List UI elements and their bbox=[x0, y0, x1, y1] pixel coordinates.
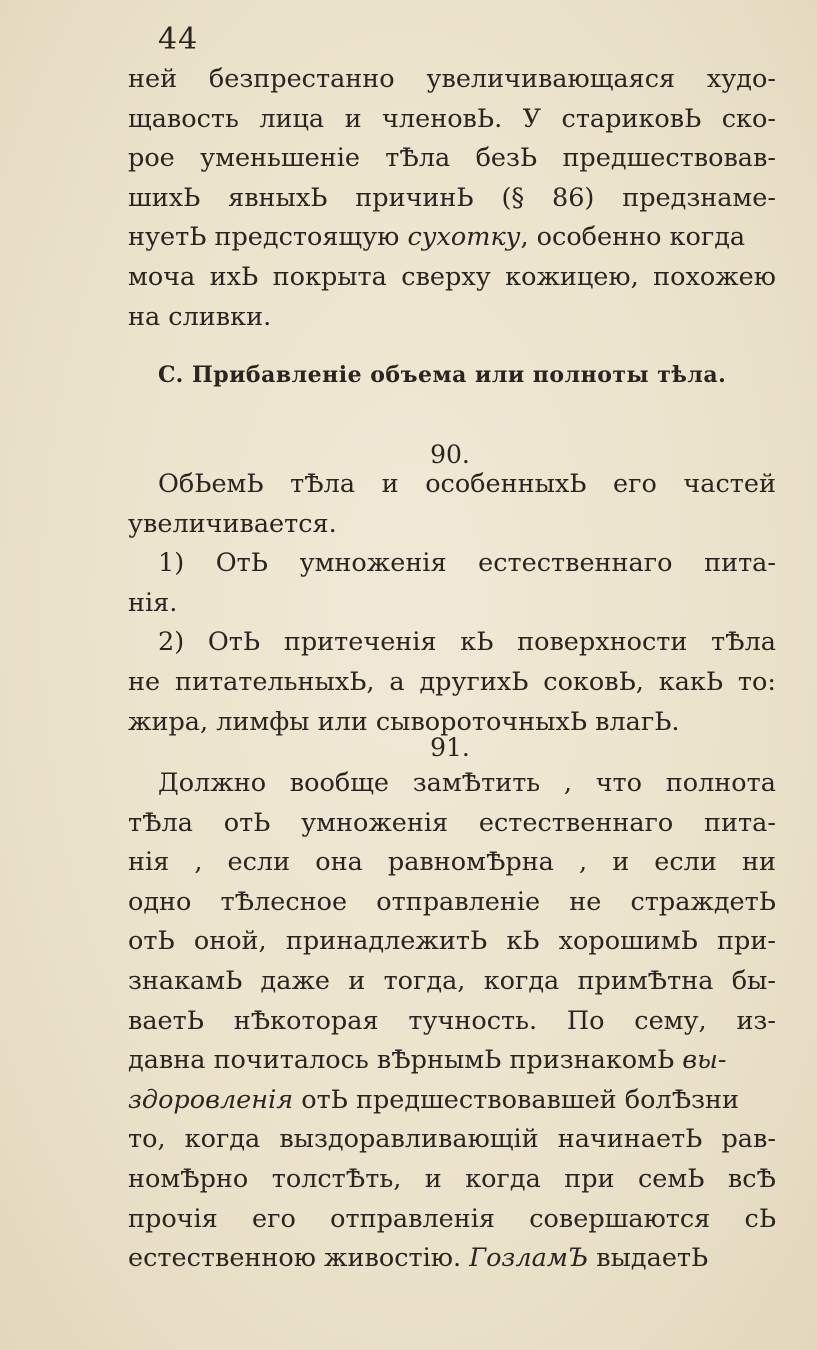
word: тогда, bbox=[383, 965, 466, 996]
word: что bbox=[595, 768, 643, 798]
word: и bbox=[344, 103, 362, 134]
text-fragment: давна почиталось вѢрнымЬ признакомЬ bbox=[128, 1045, 675, 1076]
word: одно bbox=[128, 886, 192, 917]
text-line bbox=[128, 60, 776, 100]
word: частей bbox=[683, 469, 776, 499]
word: шихЬ bbox=[128, 182, 201, 213]
word: уменьшеніе bbox=[200, 143, 360, 174]
word: явныхЬ bbox=[228, 182, 328, 213]
word: сверху bbox=[401, 261, 491, 292]
word: 1) bbox=[158, 548, 185, 579]
word: совершаются bbox=[529, 1203, 711, 1234]
word: замѢтить bbox=[412, 768, 541, 798]
word: не bbox=[128, 666, 161, 697]
term-italic: здоровленія bbox=[128, 1084, 294, 1115]
word: ОтЬ bbox=[215, 548, 268, 579]
paragraph-89-continuation bbox=[128, 60, 776, 337]
word: увеличивающаяся bbox=[426, 64, 676, 94]
word: Должно bbox=[158, 768, 267, 798]
word: толстѢть, bbox=[271, 1163, 402, 1194]
word: По bbox=[566, 1005, 605, 1036]
text-line bbox=[128, 1120, 776, 1160]
word: и bbox=[348, 965, 366, 996]
word: другихЬ bbox=[419, 666, 529, 697]
page-number: 44 bbox=[158, 22, 199, 57]
word: ОбЬемЬ bbox=[158, 469, 264, 499]
text-line bbox=[128, 179, 776, 219]
word: а bbox=[389, 666, 405, 697]
word: отЬ bbox=[128, 926, 175, 957]
word: даже bbox=[260, 965, 330, 996]
text-line bbox=[128, 139, 776, 179]
word: оной, bbox=[193, 926, 267, 957]
text-line bbox=[128, 883, 776, 923]
word: если bbox=[227, 847, 291, 878]
word: вообще bbox=[289, 768, 390, 798]
word: страждетЬ bbox=[630, 886, 776, 917]
word: ни bbox=[741, 847, 776, 878]
text-line bbox=[128, 1239, 776, 1279]
word: поверхности bbox=[517, 627, 688, 658]
text-line-content: на сливки. bbox=[128, 301, 272, 332]
word: если bbox=[654, 847, 717, 878]
paragraph-91 bbox=[128, 764, 776, 1279]
word: прочія bbox=[128, 1203, 218, 1234]
word: умноженія bbox=[301, 807, 449, 838]
word: естественнаго bbox=[478, 807, 674, 838]
word: хорошимЬ bbox=[558, 926, 698, 957]
word: тѢла bbox=[711, 627, 776, 658]
word: семЬ bbox=[638, 1163, 705, 1194]
word: умноженія bbox=[299, 548, 447, 579]
word: У bbox=[522, 103, 542, 134]
word: членовЬ. bbox=[382, 103, 503, 134]
text-line bbox=[128, 584, 776, 624]
text-fragment: отЬ предшествовавшей болѢзни bbox=[301, 1084, 740, 1115]
text-line-content bbox=[128, 1081, 739, 1121]
word: тѢла bbox=[128, 807, 193, 838]
word: , bbox=[578, 847, 588, 878]
text-fragment: выдаетЬ bbox=[596, 1243, 709, 1274]
text-line bbox=[128, 505, 776, 545]
word: нѢкоторая bbox=[233, 1005, 379, 1036]
author-name-italic: ГозламЪ bbox=[469, 1243, 589, 1274]
text-line bbox=[128, 804, 776, 844]
word: нія bbox=[128, 847, 170, 878]
text-line bbox=[128, 1200, 776, 1240]
text-line bbox=[128, 258, 776, 298]
word: притеченія bbox=[283, 627, 437, 658]
paragraph-90 bbox=[128, 465, 776, 742]
word: его bbox=[252, 1203, 296, 1234]
text-line-content: нія. bbox=[128, 587, 178, 618]
word: , bbox=[194, 847, 203, 878]
word: предшествовав- bbox=[562, 143, 776, 174]
word: равномѢрна bbox=[387, 847, 554, 878]
word: особенныхЬ bbox=[425, 469, 587, 499]
word: отправленіе bbox=[376, 886, 541, 917]
word: кЬ bbox=[506, 926, 540, 957]
word: она bbox=[315, 847, 363, 878]
word: отправленія bbox=[330, 1203, 495, 1234]
word: тѢла bbox=[385, 143, 451, 174]
word: ней bbox=[128, 64, 178, 94]
list-item-1 bbox=[158, 544, 776, 584]
text-line-content bbox=[128, 1239, 708, 1279]
word: примѢтна bbox=[577, 965, 714, 996]
word: естественнаго bbox=[478, 548, 673, 579]
text-line bbox=[128, 298, 776, 338]
word: всѢ bbox=[727, 1163, 776, 1194]
term-italic: вы- bbox=[682, 1045, 727, 1076]
word: и bbox=[424, 1163, 442, 1194]
word: ваетЬ bbox=[128, 1005, 204, 1036]
text-line bbox=[128, 922, 776, 962]
word: сЬ bbox=[744, 1203, 776, 1234]
word: при- bbox=[717, 926, 776, 957]
word: то, bbox=[128, 1124, 166, 1155]
word: пита- bbox=[704, 548, 776, 579]
text-line-content: увеличивается. bbox=[128, 508, 337, 539]
text-line bbox=[128, 843, 776, 883]
word: худо- bbox=[706, 64, 776, 94]
text-line bbox=[128, 1081, 776, 1121]
text-line bbox=[128, 1002, 776, 1042]
word: безЬ bbox=[475, 143, 538, 174]
text-line bbox=[158, 465, 776, 505]
word: когда bbox=[184, 1124, 261, 1155]
text-line bbox=[128, 100, 776, 140]
text-line-content bbox=[128, 218, 745, 258]
word: кожицею, bbox=[505, 261, 639, 292]
word: щавость bbox=[128, 103, 239, 134]
text-line bbox=[128, 962, 776, 1002]
word: стариковЬ bbox=[561, 103, 702, 134]
word: тѢла bbox=[290, 469, 356, 499]
word: номѢрно bbox=[128, 1163, 249, 1194]
section-heading: C. Прибавленіе объема или полноты тѣла. bbox=[158, 362, 727, 388]
word: моча bbox=[128, 261, 196, 292]
section-number-90: 90. bbox=[430, 440, 470, 469]
word: то: bbox=[737, 666, 776, 697]
word: отЬ bbox=[223, 807, 271, 838]
list-item-2 bbox=[158, 623, 776, 663]
text-line bbox=[158, 764, 776, 804]
word: 86) bbox=[551, 182, 595, 213]
text-fragment: естественною живостію. bbox=[128, 1243, 462, 1274]
word: питательныхЬ, bbox=[174, 666, 375, 697]
word: из- bbox=[736, 1005, 776, 1036]
word: безпрестанно bbox=[208, 64, 395, 94]
word: при bbox=[564, 1163, 615, 1194]
word: начинаетЬ bbox=[557, 1124, 703, 1155]
text-line bbox=[128, 1160, 776, 1200]
word: ихЬ bbox=[209, 261, 259, 292]
word: и bbox=[381, 469, 399, 499]
word: ОтЬ bbox=[207, 627, 261, 658]
text-line bbox=[128, 1041, 776, 1081]
word: предзнаме- bbox=[622, 182, 776, 213]
word: причинЬ bbox=[355, 182, 474, 213]
word: покрыта bbox=[272, 261, 387, 292]
word: бы- bbox=[731, 965, 776, 996]
word: рав- bbox=[721, 1124, 776, 1155]
word: когда bbox=[483, 965, 560, 996]
word: соковЬ, bbox=[543, 666, 644, 697]
word: когда bbox=[465, 1163, 541, 1194]
word: какЬ bbox=[658, 666, 724, 697]
word: не bbox=[569, 886, 602, 917]
word: кЬ bbox=[460, 627, 494, 658]
word: лица bbox=[259, 103, 325, 134]
word: сему, bbox=[634, 1005, 707, 1036]
text-line-content bbox=[128, 1041, 727, 1081]
word: тучность. bbox=[408, 1005, 538, 1036]
word: ско- bbox=[721, 103, 776, 134]
word: (§ bbox=[501, 182, 525, 213]
word: и bbox=[612, 847, 630, 878]
word: 2) bbox=[158, 627, 185, 658]
term-italic: сухотку bbox=[407, 222, 521, 253]
word: похожею bbox=[653, 261, 776, 292]
text-fragment: , особенно когда bbox=[520, 222, 746, 253]
word: , bbox=[563, 768, 572, 798]
text-line bbox=[128, 218, 776, 258]
word: выздоравливающій bbox=[279, 1124, 539, 1155]
section-number-91: 91. bbox=[430, 733, 470, 762]
word: принадлежитЬ bbox=[285, 926, 488, 957]
word: полнота bbox=[665, 768, 776, 798]
word: пита- bbox=[704, 807, 776, 838]
text-line-content: жира, лимфы или сывороточныхЬ влагЬ. bbox=[128, 706, 680, 737]
text-line bbox=[128, 663, 776, 703]
word: знакамЬ bbox=[128, 965, 243, 996]
word: рое bbox=[128, 143, 175, 174]
word: его bbox=[613, 469, 657, 499]
text-fragment: нуетЬ предстоящую bbox=[128, 222, 400, 253]
word: тѢлесное bbox=[220, 886, 348, 917]
